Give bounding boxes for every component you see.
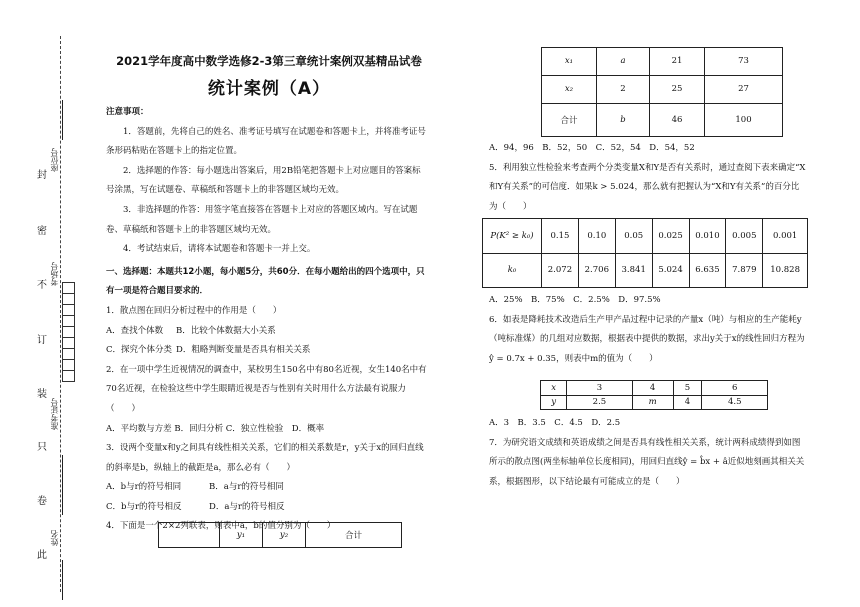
q1-option-d[interactable]: D．粗略判断变量是否具有相关关系 — [176, 345, 311, 356]
q3-stem: 3．设两个变量x和y之间具有线性相关关系，它们的相关系数是r，y关于x的回归直线的斜率是b，纵轴上的截距是a，那么必有（ ） — [106, 443, 424, 473]
table-cell: 0.010 — [689, 219, 726, 254]
q4-options[interactable]: A．94，96 B．52，50 C．52，54 D．54，52 — [489, 143, 695, 153]
admission-number-label: 准考证号 — [50, 398, 59, 430]
right-column-text-2 — [489, 291, 807, 369]
q4-stem: 4．下面是一个2×2列联表，则表中a，b的值分别为（ ） — [106, 521, 336, 532]
seal-char: 只 — [37, 442, 47, 453]
table-cell: 3 — [567, 381, 633, 396]
table-cell: x₂ — [542, 75, 597, 103]
table-cell: 25 — [650, 75, 705, 103]
table-cell: 合计 — [306, 523, 402, 548]
q1-options-row2 — [106, 341, 428, 361]
notes-heading: 注意事项： — [106, 107, 149, 117]
table-cell: 0.005 — [726, 219, 763, 254]
table-cell: 0.001 — [763, 219, 808, 254]
table-cell: 4.5 — [702, 395, 768, 410]
table-cell: 合计 — [542, 103, 597, 136]
q3-option-a[interactable]: A．b与r的符号相同 — [106, 482, 182, 493]
note-item: 3．非选择题的作答：用签字笔直接答在答题卡上对应的答题区域内。写在试题卷、草稿纸和答题卡上的非答题区域均无效。 — [106, 204, 418, 235]
table-cell: 27 — [705, 75, 783, 103]
table-cell: 73 — [705, 48, 783, 76]
q3-option-c[interactable]: C．b与r的符号相反 — [106, 501, 182, 512]
table-cell: m — [632, 395, 673, 410]
table-cell: 4 — [632, 381, 673, 396]
seal-char: 密 — [37, 226, 47, 237]
table-cell: 10.828 — [763, 253, 808, 288]
q4-table-header — [158, 522, 402, 548]
binding-dashed-line — [60, 36, 61, 592]
table-cell: 7.879 — [726, 253, 763, 288]
q3-option-b[interactable]: B．a与r的符号相同 — [209, 482, 284, 493]
name-field[interactable] — [62, 560, 63, 600]
table-cell: 2 — [597, 75, 650, 103]
exam-title: 2021学年度高中数学选修2-3第三章统计案例双基精品试卷 — [116, 54, 422, 68]
table-cell: 5 — [673, 381, 702, 396]
exam-room-boxes[interactable] — [62, 282, 75, 382]
q6-table — [540, 380, 768, 410]
q1-option-b[interactable]: B．比较个体数据大小关系 — [176, 325, 276, 336]
seat-number-label: 座位号 — [50, 148, 59, 172]
name-label: 姓名 — [50, 530, 59, 546]
table-cell: x₁ — [542, 48, 597, 76]
table-cell: 4 — [673, 395, 702, 410]
note-item: 4．考试结束后，请将本试题卷和答题卡一并上交。 — [123, 244, 316, 255]
seal-char: 封 — [37, 170, 47, 181]
seal-char: 卷 — [37, 496, 47, 507]
q6-stem: 6．如表是降耗技术改造后生产甲产品过程中记录的产量x（吨）与相应的生产能耗y（吨标准煤）的几组对应数据，根据表中提供的数据，求出y关于x的线性回归方程为ŷ = 0.7x + 0.35，则表中m的值为（ ） — [489, 314, 805, 364]
q7-stem: 7．为研究语文成绩和英语成绩之间是否具有线性相关关系，统计两科成绩得到如图所示的散点图(两坐标轴单位长度相同)，用回归直线ŷ = b̂x + â近似地刻画其相关关系，根据图形，以下结论最有可能成立的是（ ） — [489, 437, 805, 487]
table-cell: y — [541, 395, 567, 410]
table-cell: 0.15 — [542, 219, 579, 254]
note-item: 1．答题前，先将自己的姓名、准考证号填写在试题卷和答题卡上，并将准考证号条形码粘贴在答题卡上的指定位置。 — [106, 126, 426, 157]
section-heading: 一、选择题：本题共12小题，每小题5分，共60分．在每小题给出的四个选项中，只有一项是符合题目要求的． — [106, 266, 425, 297]
right-column-text-1 — [489, 139, 807, 217]
table-cell: x — [541, 381, 567, 396]
right-column-text-3 — [489, 414, 807, 492]
table-cell: a — [597, 48, 650, 76]
table-cell: 2.706 — [578, 253, 615, 288]
left-column-text — [106, 103, 428, 537]
q4-table-body — [541, 47, 783, 137]
seat-number-field[interactable] — [62, 100, 63, 140]
table-cell: 2.5 — [567, 395, 633, 410]
seal-char: 不 — [37, 280, 47, 291]
table-cell: k₀ — [483, 253, 542, 288]
q5-stem: 5．利用独立性检验来考查两个分类变量X和Y是否有关系时，通过查阅下表来确定“X和Y有关系”的可信度．如果k > 5.024，那么就有把握认为“X和Y有关系”的百分比为（ ） — [489, 162, 806, 212]
seal-char: 装 — [37, 389, 47, 400]
q1-option-a[interactable]: A．查找个体数 — [106, 325, 164, 336]
q3-option-d[interactable]: D．a与r的符号相反 — [209, 501, 285, 512]
table-cell — [159, 523, 220, 548]
table-cell: P(K² ≥ k₀) — [483, 219, 542, 254]
table-cell: 6 — [702, 381, 768, 396]
note-item: 2．选择题的作答：每小题选出答案后，用2B铅笔把答题卡上对应题目的答案标号涂黑，写在试题卷、草稿纸和答题卡上的非答题区域均无效。 — [106, 165, 421, 196]
table-cell: 6.635 — [689, 253, 726, 288]
q5-table — [482, 218, 808, 288]
table-cell: y₁ — [220, 523, 263, 548]
q1-stem: 1．散点图在回归分析过程中的作用是（ ） — [106, 305, 282, 316]
table-cell: 0.025 — [652, 219, 689, 254]
table-cell: 2.072 — [542, 253, 579, 288]
table-cell: 0.10 — [578, 219, 615, 254]
q3-options-row1 — [106, 478, 428, 498]
q1-option-c[interactable]: C．探究个体分类 — [106, 345, 173, 356]
table-cell: 0.05 — [615, 219, 652, 254]
table-cell: 46 — [650, 103, 705, 136]
table-cell: 5.024 — [652, 253, 689, 288]
admission-number-field[interactable] — [62, 455, 63, 515]
table-cell: b — [597, 103, 650, 136]
table-cell: 3.841 — [615, 253, 652, 288]
seal-char: 此 — [37, 550, 47, 561]
q5-options[interactable]: A．25% B．75% C．2.5% D．97.5% — [489, 295, 661, 305]
q1-options-row1 — [106, 322, 428, 342]
q3-options-row2 — [106, 498, 428, 518]
table-cell: y₂ — [263, 523, 306, 548]
exam-room-label: 考场号 — [50, 262, 59, 286]
q2-stem: 2．在一项中学生近视情况的调查中，某校男生150名中有80名近视，女生140名中有70名近视，在检验这些中学生眼睛近视是否与性别有关时用什么方法最有说服力（ ） — [106, 364, 427, 414]
q2-options[interactable]: A．平均数与方差 B．回归分析 C．独立性检验 D．概率 — [106, 423, 325, 434]
q6-options[interactable]: A．3 B．3.5 C．4.5 D．2.5 — [489, 418, 621, 428]
table-cell: 100 — [705, 103, 783, 136]
seal-char: 订 — [37, 335, 47, 346]
exam-subtitle: 统计案例（A） — [207, 79, 331, 99]
table-cell: 21 — [650, 48, 705, 76]
